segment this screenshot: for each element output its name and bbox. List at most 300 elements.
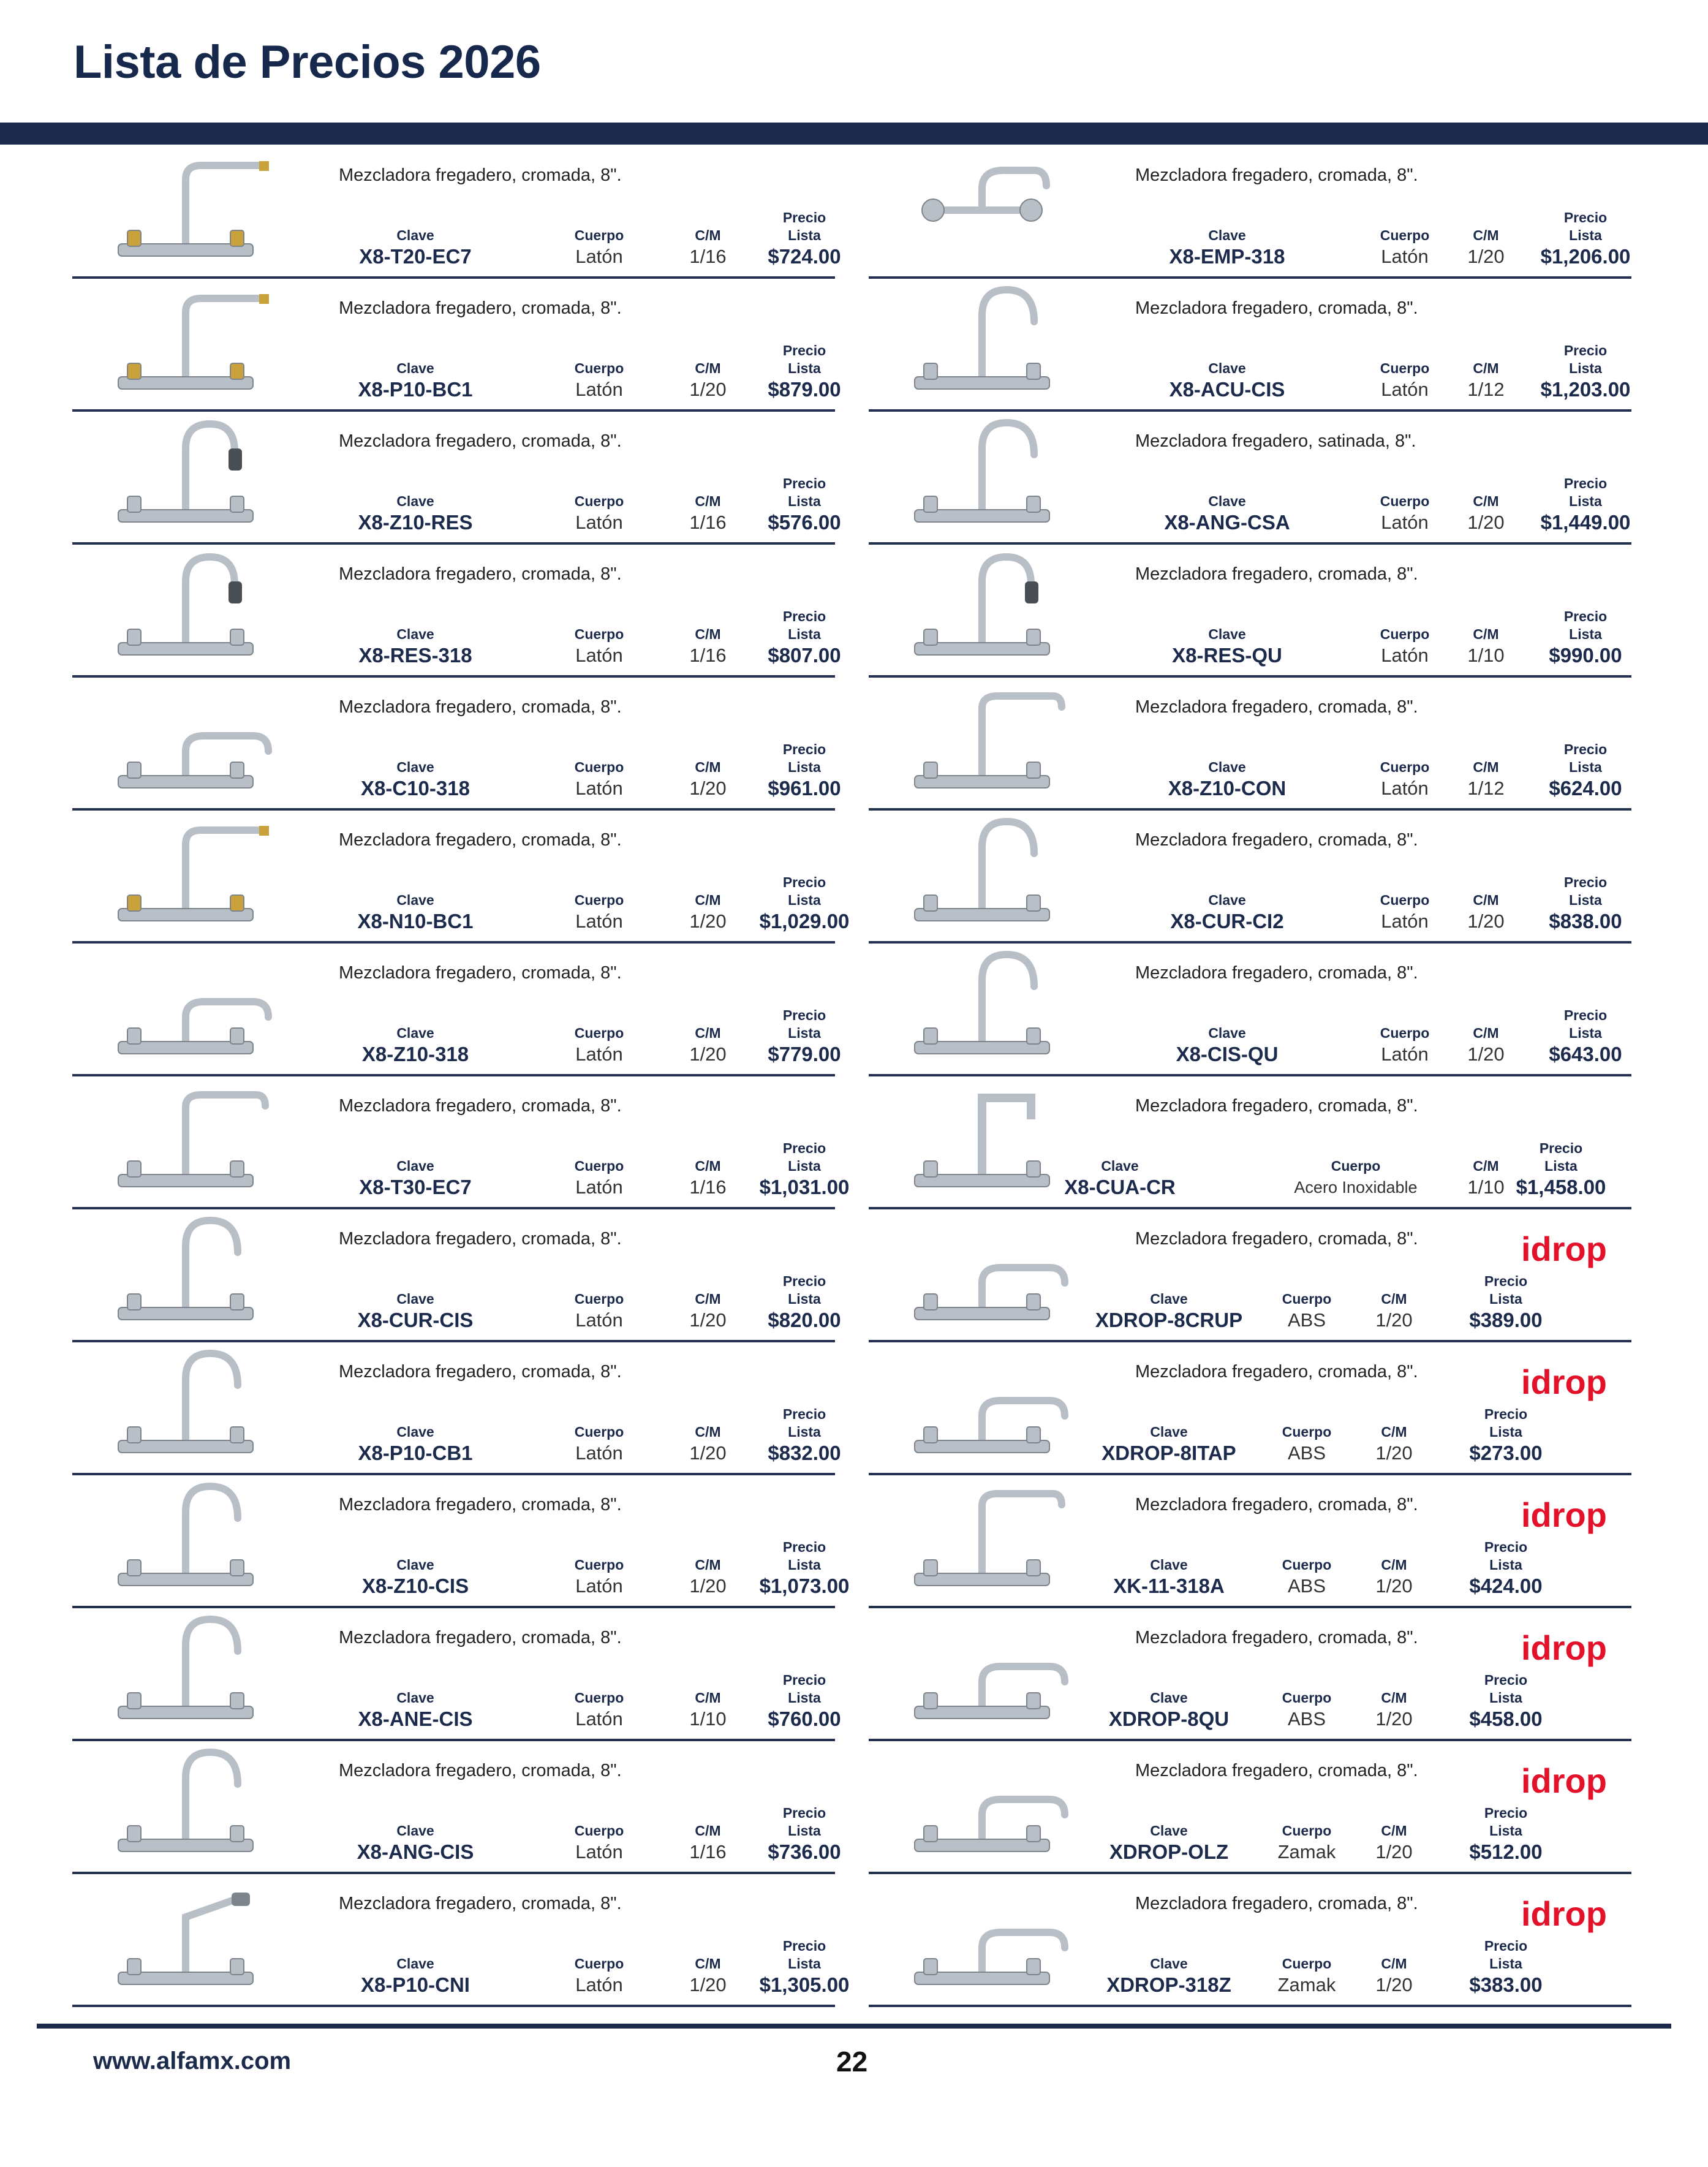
product-image <box>881 950 1083 1066</box>
product-code: X8-CUA-CR <box>1064 1176 1176 1198</box>
lista-label: Lista <box>1489 1557 1522 1573</box>
precio-label: Precio <box>1484 1938 1528 1954</box>
precio-label: Precio <box>782 1007 826 1023</box>
svg-text:idrop: idrop <box>1521 1230 1607 1268</box>
precio-label: Precio <box>782 608 826 624</box>
precio-label: Precio <box>1563 608 1608 624</box>
row-divider <box>869 808 1631 811</box>
cuerpo-label: Cuerpo <box>574 1690 624 1706</box>
body-material: Latón <box>575 246 623 267</box>
body-material: Latón <box>575 1176 623 1198</box>
product-image <box>85 1614 287 1731</box>
pack-quantity: 1/20 <box>1375 1442 1413 1464</box>
clave-column <box>317 1290 513 1333</box>
cuerpo-label: Cuerpo <box>1282 1690 1332 1706</box>
clave-column <box>1129 626 1325 668</box>
row-divider <box>72 1207 835 1209</box>
product-description: Mezcladora fregadero, cromada, 8". <box>1135 1096 1418 1116</box>
idrop-logo <box>1521 1628 1625 1671</box>
product-row <box>869 1742 1631 1874</box>
cuerpo-column <box>526 1955 673 1997</box>
clave-label: Clave <box>1150 1291 1188 1307</box>
lista-label: Lista <box>788 1823 821 1839</box>
product-row <box>869 546 1631 678</box>
precio-label: Precio <box>1563 874 1608 890</box>
cuerpo-column <box>1249 1822 1365 1864</box>
row-divider <box>72 808 835 811</box>
cuerpo-label: Cuerpo <box>574 1956 624 1972</box>
body-material: ABS <box>1287 1575 1326 1597</box>
row-divider <box>869 1872 1631 1874</box>
list-price: $838.00 <box>1549 910 1622 932</box>
cuerpo-column <box>526 493 673 535</box>
cuerpo-column <box>1249 1556 1365 1598</box>
cuerpo-label: Cuerpo <box>574 1823 624 1839</box>
pack-quantity: 1/20 <box>689 1974 727 1995</box>
pack-quantity: 1/12 <box>1467 777 1505 799</box>
precio-column <box>1512 342 1659 402</box>
clave-label: Clave <box>396 1956 434 1972</box>
row-divider <box>869 675 1631 678</box>
cm-label: C/M <box>1473 493 1499 509</box>
cm-label: C/M <box>695 759 721 775</box>
product-row <box>72 1742 841 1874</box>
list-price: $820.00 <box>768 1309 841 1331</box>
pack-quantity: 1/20 <box>1375 1974 1413 1995</box>
precio-column <box>1512 608 1659 668</box>
clave-label: Clave <box>1150 1557 1188 1573</box>
cm-label: C/M <box>1473 892 1499 908</box>
clave-column <box>317 891 513 934</box>
product-code: X8-P10-CB1 <box>358 1442 473 1464</box>
product-image <box>85 817 287 933</box>
cm-label: C/M <box>695 1956 721 1972</box>
cuerpo-column <box>1249 1290 1365 1333</box>
pack-quantity: 1/20 <box>1375 1841 1413 1863</box>
row-divider <box>869 1606 1631 1608</box>
lista-label: Lista <box>788 1424 821 1440</box>
cm-column <box>1353 1290 1435 1333</box>
cuerpo-column <box>526 1024 673 1067</box>
list-price: $1,031.00 <box>759 1176 850 1198</box>
product-description: Mezcladora fregadero, cromada, 8". <box>339 165 622 185</box>
clave-column <box>1071 1556 1267 1598</box>
precio-label: Precio <box>782 741 826 757</box>
list-price: $736.00 <box>768 1840 841 1863</box>
clave-label: Clave <box>1208 493 1246 509</box>
clave-label: Clave <box>1208 892 1246 908</box>
product-row <box>869 1477 1631 1608</box>
cuerpo-label: Cuerpo <box>1282 1823 1332 1839</box>
row-divider <box>869 1074 1631 1076</box>
row-divider <box>869 1473 1631 1475</box>
clave-label: Clave <box>396 626 434 642</box>
precio-label: Precio <box>1563 210 1608 225</box>
body-material: Acero Inoxidable <box>1294 1178 1418 1197</box>
product-description: Mezcladora fregadero, cromada, 8". <box>1135 1495 1418 1515</box>
body-material: Latón <box>575 1708 623 1730</box>
cuerpo-column <box>1249 1689 1365 1731</box>
product-code: X8-T20-EC7 <box>359 245 472 268</box>
precio-label: Precio <box>1539 1140 1583 1156</box>
cuerpo-column <box>526 360 673 402</box>
precio-column <box>1432 1804 1579 1864</box>
body-material: Latón <box>1381 1043 1429 1065</box>
list-price: $990.00 <box>1549 644 1622 667</box>
product-description: Mezcladora fregadero, cromada, 8". <box>339 1495 622 1515</box>
lista-label: Lista <box>788 1158 821 1174</box>
product-image <box>881 684 1083 800</box>
cm-label: C/M <box>1381 1424 1407 1440</box>
clave-label: Clave <box>396 1823 434 1839</box>
clave-column <box>1129 493 1325 535</box>
body-material: Latón <box>575 1841 623 1863</box>
body-material: Latón <box>575 1442 623 1464</box>
product-description: Mezcladora fregadero, cromada, 8". <box>339 1894 622 1913</box>
product-code: X8-ANE-CIS <box>358 1708 473 1730</box>
list-price: $724.00 <box>768 245 841 268</box>
clave-column <box>317 758 513 801</box>
lista-label: Lista <box>788 626 821 642</box>
product-description: Mezcladora fregadero, cromada, 8". <box>1135 298 1418 318</box>
pack-quantity: 1/20 <box>689 1043 727 1065</box>
precio-column <box>1432 1405 1579 1465</box>
clave-label: Clave <box>1150 1690 1188 1706</box>
pack-quantity: 1/10 <box>689 1708 727 1730</box>
precio-label: Precio <box>1484 1805 1528 1821</box>
clave-column <box>317 360 513 402</box>
clave-label: Clave <box>396 1158 434 1174</box>
cuerpo-label: Cuerpo <box>574 1158 624 1174</box>
product-row <box>72 1078 850 1209</box>
clave-column <box>317 1556 513 1598</box>
clave-column <box>317 1822 513 1864</box>
list-price: $1,073.00 <box>759 1575 850 1597</box>
page-number: 22 <box>836 2046 868 2078</box>
row-divider <box>869 409 1631 412</box>
cm-label: C/M <box>1381 1956 1407 1972</box>
clave-label: Clave <box>396 1291 434 1307</box>
cm-label: C/M <box>695 1690 721 1706</box>
product-code: XDROP-8ITAP <box>1102 1442 1236 1464</box>
precio-column <box>731 608 878 668</box>
idrop-logo <box>1521 1761 1625 1804</box>
product-image <box>881 285 1083 401</box>
clave-label: Clave <box>1208 227 1246 243</box>
product-row <box>869 1344 1631 1475</box>
cuerpo-label: Cuerpo <box>574 759 624 775</box>
precio-column <box>731 741 878 801</box>
product-code: X8-ACU-CIS <box>1169 378 1285 401</box>
precio-column <box>1512 209 1659 269</box>
row-divider <box>72 1872 835 1874</box>
cuerpo-column <box>1249 1423 1365 1465</box>
product-row <box>72 147 841 279</box>
product-code: XDROP-OLZ <box>1109 1840 1229 1863</box>
cm-label: C/M <box>1381 1823 1407 1839</box>
body-material: Latón <box>575 1309 623 1331</box>
cm-column <box>1353 1556 1435 1598</box>
product-image <box>85 1083 287 1199</box>
cuerpo-column <box>526 227 673 269</box>
product-description: Mezcladora fregadero, cromada, 8". <box>1135 564 1418 584</box>
pack-quantity: 1/16 <box>689 512 727 533</box>
cuerpo-label: Cuerpo <box>574 892 624 908</box>
product-code: X8-ANG-CIS <box>357 1840 474 1863</box>
idrop-logo <box>1521 1362 1625 1405</box>
row-divider <box>869 1739 1631 1741</box>
product-description: Mezcladora fregadero, cromada, 8". <box>339 431 622 451</box>
pack-quantity: 1/10 <box>1467 645 1505 666</box>
cuerpo-label: Cuerpo <box>574 626 624 642</box>
cm-label: C/M <box>1473 360 1499 376</box>
product-code: X8-Z10-CIS <box>361 1575 469 1597</box>
lista-label: Lista <box>1569 759 1602 775</box>
cuerpo-column <box>526 1290 673 1333</box>
product-image <box>85 152 287 268</box>
product-image <box>85 1348 287 1465</box>
cm-label: C/M <box>695 1025 721 1041</box>
cuerpo-column <box>1249 1955 1365 1997</box>
precio-label: Precio <box>1563 741 1608 757</box>
body-material: Zamak <box>1277 1841 1336 1863</box>
pack-quantity: 1/16 <box>689 246 727 267</box>
pack-quantity: 1/20 <box>1467 1043 1505 1065</box>
footer-rule <box>37 2024 1671 2029</box>
clave-label: Clave <box>396 892 434 908</box>
product-row <box>869 945 1631 1076</box>
precio-column <box>1512 874 1659 934</box>
body-material: Latón <box>575 1974 623 1995</box>
pack-quantity: 1/20 <box>689 1442 727 1464</box>
clave-label: Clave <box>1101 1158 1139 1174</box>
list-price: $424.00 <box>1469 1575 1543 1597</box>
pack-quantity: 1/12 <box>1467 379 1505 400</box>
cuerpo-column <box>526 1157 673 1200</box>
product-row <box>72 679 841 811</box>
clave-label: Clave <box>1208 626 1246 642</box>
cuerpo-label: Cuerpo <box>1282 1956 1332 1972</box>
precio-column <box>731 1273 878 1333</box>
product-row <box>72 812 850 944</box>
product-row <box>869 1875 1631 2007</box>
product-image <box>881 1880 1083 1997</box>
clave-label: Clave <box>396 1424 434 1440</box>
lista-label: Lista <box>1569 626 1602 642</box>
product-code: X8-C10-318 <box>361 777 470 800</box>
precio-column <box>1512 1007 1659 1067</box>
product-image <box>85 1880 287 1997</box>
precio-label: Precio <box>782 1539 826 1555</box>
clave-label: Clave <box>396 1025 434 1041</box>
clave-label: Clave <box>396 759 434 775</box>
clave-label: Clave <box>396 1557 434 1573</box>
product-description: Mezcladora fregadero, cromada, 8". <box>1135 165 1418 185</box>
cuerpo-label: Cuerpo <box>574 360 624 376</box>
cuerpo-label: Cuerpo <box>1380 759 1430 775</box>
lista-label: Lista <box>1489 1424 1522 1440</box>
cuerpo-column <box>526 1556 673 1598</box>
precio-label: Precio <box>1484 1273 1528 1289</box>
product-row <box>72 546 841 678</box>
cm-label: C/M <box>1473 1158 1499 1174</box>
precio-column <box>1432 1671 1579 1731</box>
product-image <box>85 1216 287 1332</box>
product-row <box>72 1875 850 2007</box>
row-divider <box>869 1340 1631 1342</box>
product-row <box>72 945 841 1076</box>
product-row <box>72 280 841 412</box>
cuerpo-label: Cuerpo <box>1282 1291 1332 1307</box>
body-material: Latón <box>575 645 623 666</box>
body-material: Latón <box>1381 910 1429 932</box>
list-price: $273.00 <box>1469 1442 1543 1464</box>
precio-label: Precio <box>1563 1007 1608 1023</box>
clave-label: Clave <box>396 1690 434 1706</box>
header-bar <box>0 123 1708 145</box>
lista-label: Lista <box>788 1291 821 1307</box>
list-price: $807.00 <box>768 644 841 667</box>
cuerpo-label: Cuerpo <box>574 1025 624 1041</box>
product-description: Mezcladora fregadero, cromada, 8". <box>339 1362 622 1382</box>
pack-quantity: 1/20 <box>689 910 727 932</box>
precio-column <box>1432 1273 1579 1333</box>
lista-label: Lista <box>788 1690 821 1706</box>
cm-label: C/M <box>695 1158 721 1174</box>
product-image <box>881 1614 1083 1731</box>
product-row <box>72 1609 841 1741</box>
row-divider <box>869 941 1631 944</box>
product-image <box>881 1216 1083 1332</box>
precio-label: Precio <box>782 475 826 491</box>
list-price: $512.00 <box>1469 1840 1543 1863</box>
product-code: X8-CIS-QU <box>1176 1043 1279 1065</box>
pack-quantity: 1/20 <box>1467 512 1505 533</box>
product-code: X8-CUR-CIS <box>357 1309 474 1331</box>
lista-label: Lista <box>1569 493 1602 509</box>
cuerpo-column <box>526 891 673 934</box>
product-row <box>869 147 1631 279</box>
clave-label: Clave <box>396 493 434 509</box>
product-row <box>869 1211 1631 1342</box>
pack-quantity: 1/16 <box>689 645 727 666</box>
precio-label: Precio <box>782 210 826 225</box>
cuerpo-label: Cuerpo <box>1380 626 1430 642</box>
list-price: $1,458.00 <box>1516 1176 1606 1198</box>
clave-column <box>1129 227 1325 269</box>
body-material: Latón <box>1381 777 1429 799</box>
product-image <box>881 418 1083 534</box>
clave-label: Clave <box>396 360 434 376</box>
body-material: Latón <box>1381 379 1429 400</box>
product-description: Mezcladora fregadero, cromada, 8". <box>339 697 622 717</box>
lista-label: Lista <box>1569 892 1602 908</box>
cuerpo-column <box>526 1689 673 1731</box>
product-code: X8-RES-318 <box>358 644 472 667</box>
cuerpo-label: Cuerpo <box>574 227 624 243</box>
product-code: X8-ANG-CSA <box>1164 511 1290 534</box>
pack-quantity: 1/20 <box>1375 1708 1413 1730</box>
product-description: Mezcladora fregadero, cromada, 8". <box>1135 1229 1418 1249</box>
clave-column <box>317 1689 513 1731</box>
pack-quantity: 1/10 <box>1467 1176 1505 1198</box>
cm-label: C/M <box>1473 227 1499 243</box>
row-divider <box>72 1340 835 1342</box>
cm-label: C/M <box>1381 1291 1407 1307</box>
product-image <box>85 1481 287 1598</box>
precio-column <box>731 342 878 402</box>
precio-label: Precio <box>782 342 826 358</box>
product-description: Mezcladora fregadero, satinada, 8". <box>1135 431 1416 451</box>
product-description: Mezcladora fregadero, cromada, 8". <box>1135 1628 1418 1647</box>
list-price: $643.00 <box>1549 1043 1622 1065</box>
website-link[interactable]: www.alfamx.com <box>93 2048 292 2074</box>
clave-label: Clave <box>1150 1823 1188 1839</box>
precio-label: Precio <box>1563 342 1608 358</box>
cuerpo-column <box>526 1822 673 1864</box>
precio-label: Precio <box>1484 1672 1528 1688</box>
product-image <box>881 152 1083 268</box>
body-material: ABS <box>1287 1309 1326 1331</box>
precio-label: Precio <box>782 1406 826 1422</box>
cuerpo-label: Cuerpo <box>1282 1424 1332 1440</box>
clave-column <box>317 1955 513 1997</box>
cm-label: C/M <box>695 1557 721 1573</box>
precio-column <box>731 874 878 934</box>
svg-text:idrop: idrop <box>1521 1894 1607 1933</box>
pack-quantity: 1/20 <box>1375 1575 1413 1597</box>
product-row <box>869 1609 1631 1741</box>
row-divider <box>72 1606 835 1608</box>
clave-column <box>1129 758 1325 801</box>
list-price: $879.00 <box>768 378 841 401</box>
product-description: Mezcladora fregadero, cromada, 8". <box>1135 1761 1418 1780</box>
idrop-logo <box>1521 1229 1625 1272</box>
cuerpo-label: Cuerpo <box>1380 493 1430 509</box>
product-image <box>85 950 287 1066</box>
precio-column <box>731 1538 878 1598</box>
clave-column <box>317 493 513 535</box>
list-price: $1,203.00 <box>1540 378 1631 401</box>
list-price: $961.00 <box>768 777 841 800</box>
lista-label: Lista <box>788 1557 821 1573</box>
list-price: $1,029.00 <box>759 910 850 932</box>
product-description: Mezcladora fregadero, cromada, 8". <box>1135 697 1418 717</box>
clave-column <box>317 1157 513 1200</box>
product-code: X8-RES-QU <box>1172 644 1282 667</box>
cuerpo-label: Cuerpo <box>1380 1025 1430 1041</box>
list-price: $1,305.00 <box>759 1973 850 1996</box>
lista-label: Lista <box>788 493 821 509</box>
precio-label: Precio <box>782 1140 826 1156</box>
product-description: Mezcladora fregadero, cromada, 8". <box>339 564 622 584</box>
svg-text:idrop: idrop <box>1521 1363 1607 1401</box>
product-image <box>881 1747 1083 1864</box>
precio-column <box>731 1937 878 1997</box>
list-price: $760.00 <box>768 1708 841 1730</box>
product-description: Mezcladora fregadero, cromada, 8". <box>339 830 622 850</box>
precio-label: Precio <box>782 1672 826 1688</box>
lista-label: Lista <box>1544 1158 1578 1174</box>
clave-column <box>317 626 513 668</box>
cuerpo-column <box>1249 1157 1463 1200</box>
precio-column <box>731 209 878 269</box>
cm-label: C/M <box>695 227 721 243</box>
body-material: ABS <box>1287 1442 1326 1464</box>
product-code: X8-EMP-318 <box>1169 245 1285 268</box>
precio-column <box>731 1804 878 1864</box>
list-price: $779.00 <box>768 1043 841 1065</box>
